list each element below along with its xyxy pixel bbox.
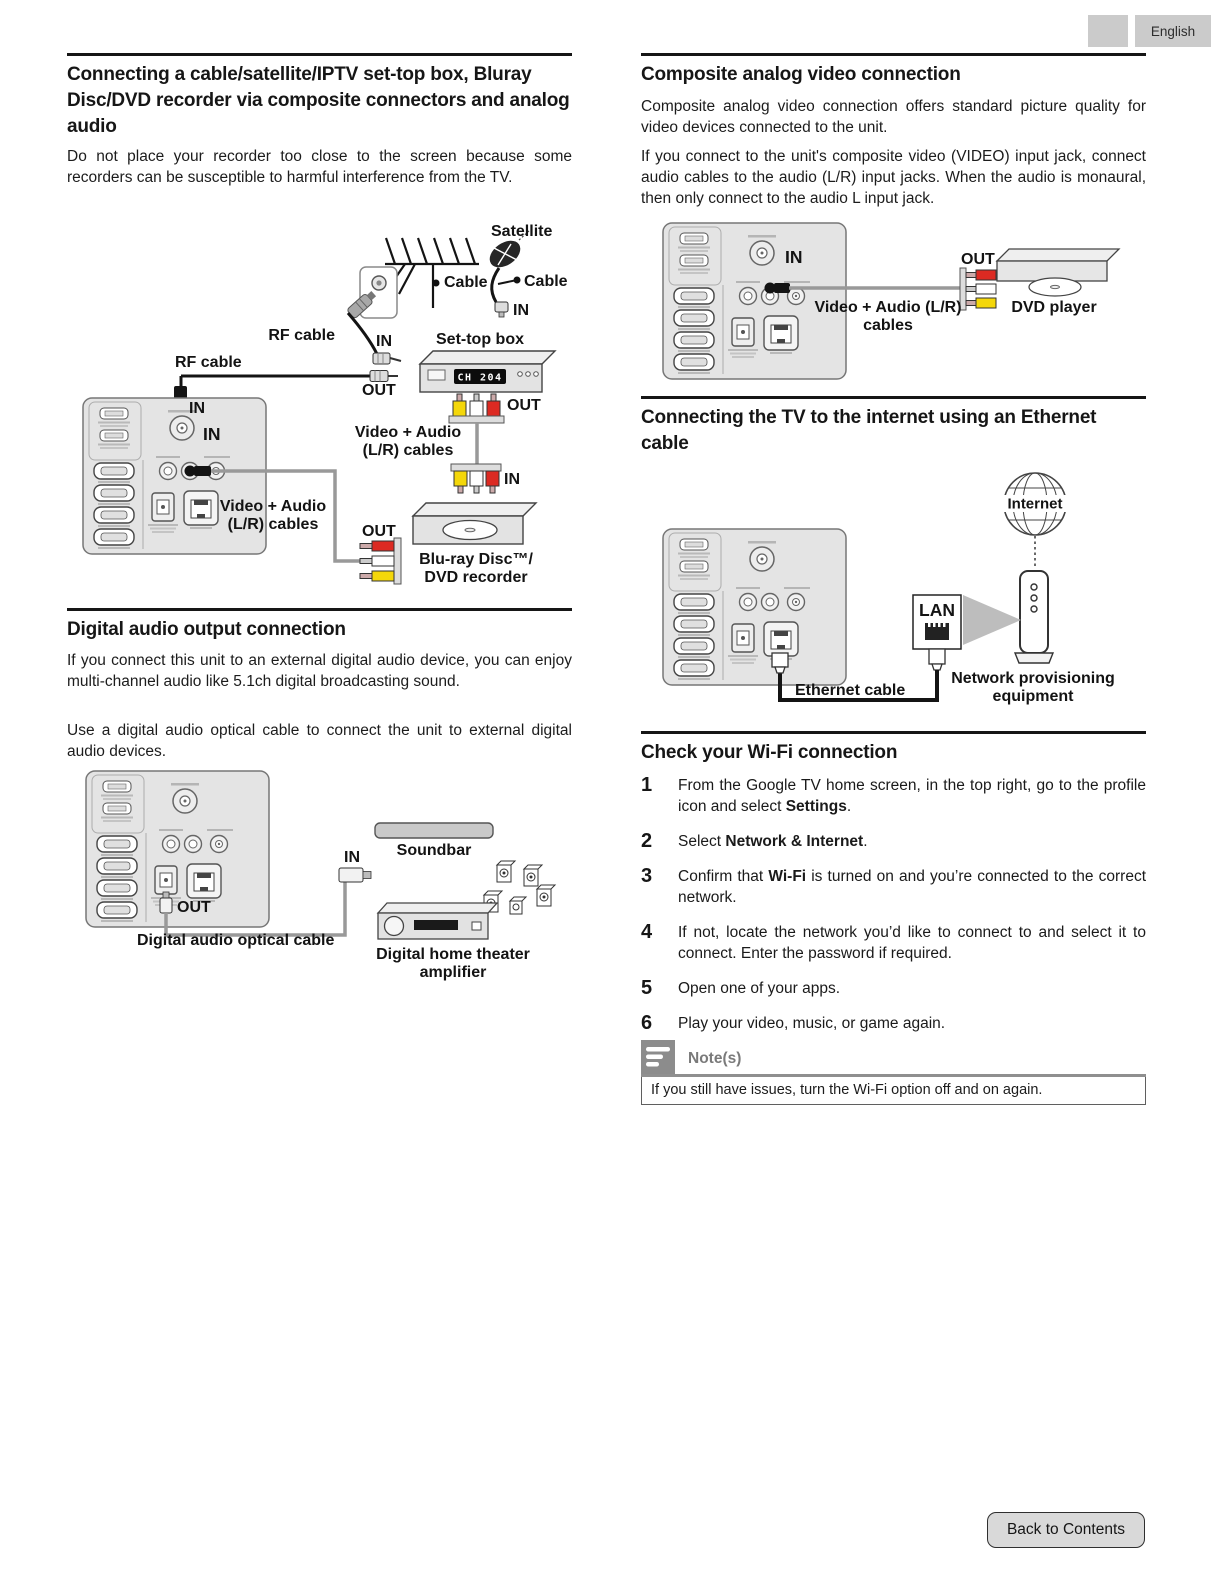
step-text-segment: Select (678, 833, 726, 850)
label-out: OUT (507, 397, 541, 414)
label-internet: Internet (1007, 495, 1063, 513)
label-amplifier: Digital home theater (376, 946, 530, 963)
step-text (678, 922, 1146, 964)
coax-connector-icon (495, 302, 508, 317)
cable-dot (433, 280, 440, 287)
av-plug-icon (765, 283, 776, 294)
stb-display: CH 204 (457, 372, 503, 384)
av-plug-icon (194, 466, 211, 476)
arrow-icon (963, 595, 1021, 645)
set-top-box-icon (420, 351, 555, 392)
step-text-segment: . (846, 798, 852, 815)
label-rf-cable: RF cable (268, 327, 335, 344)
label-bluray: DVD recorder (424, 569, 528, 586)
step-text-segment: If not, locate the network you’d like to connect to and select it to connect. Enter the password if required. (678, 924, 1146, 962)
step-text-bold: Network & Internet (725, 833, 864, 850)
notes-icon (641, 1040, 675, 1074)
rca-in-trio-icon (451, 464, 501, 493)
step-text-segment: From the Google TV home screen, in the top right, go to the profile icon and select (678, 777, 1146, 815)
note-block (641, 1040, 1146, 1105)
label-in: IN (376, 333, 392, 350)
step-text-bold: Wi-Fi (768, 868, 807, 885)
section-settop-heading (67, 53, 572, 140)
section-digital-audio-heading (67, 608, 572, 643)
wifi-step-6 (641, 1013, 1146, 1034)
step-text (678, 775, 1146, 817)
section-title: Connecting a cable/satellite/IPTV set-top box, Bluray Disc/DVD recorder via composite connectors and analog audio (67, 64, 570, 137)
label-optical-cable: Digital audio optical cable (137, 932, 335, 949)
step-number: 3 (641, 865, 653, 887)
amplifier-icon (378, 903, 497, 939)
label-cable: Cable (444, 274, 488, 291)
label-bluray: Blu-ray Disc™/ (419, 551, 533, 568)
label-ethernet-cable: Ethernet cable (795, 682, 906, 699)
step-number: 6 (641, 1012, 653, 1034)
label-out: OUT (362, 523, 396, 540)
label-cable: Cable (524, 273, 568, 290)
back-to-contents-button[interactable]: Back to Contents (987, 1512, 1145, 1548)
antenna-icon (385, 238, 479, 308)
label-va-cables: Video + Audio (354, 424, 462, 441)
step-text (678, 1013, 1146, 1034)
label-in: IN (504, 471, 520, 488)
wifi-step-5 (641, 978, 1146, 999)
coax-connector-icon (373, 353, 401, 364)
section-composite-heading (641, 53, 1146, 88)
step-text-bold: Settings (785, 798, 847, 815)
step-text-segment: Confirm that (678, 868, 769, 885)
section-wifi-heading (641, 731, 1146, 766)
soundbar-icon (375, 823, 493, 838)
wifi-step-3 (641, 866, 1146, 908)
wifi-step-4 (641, 922, 1146, 964)
rca-out-side-trio-icon (360, 538, 401, 584)
optical-plug-icon (339, 868, 371, 882)
rca-out-trio-icon (449, 394, 504, 423)
label-equipment: Network provisioning (951, 670, 1115, 687)
label-va-cables: cables (863, 317, 913, 334)
rj45-port-icon (925, 623, 949, 640)
section-ethernet-heading (641, 396, 1146, 457)
av-plug-icon (185, 466, 196, 477)
step-text (678, 866, 1146, 908)
section-title: Connecting the TV to the internet using an Ethernet cable (641, 407, 1097, 454)
step-number: 4 (641, 921, 653, 943)
label-equipment: equipment (992, 688, 1074, 705)
label-out: OUT (961, 251, 995, 268)
diagram-settop-composite (67, 216, 577, 588)
diagram-ethernet (641, 455, 1151, 710)
note-box (641, 1077, 1146, 1105)
note-header (641, 1040, 1146, 1077)
label-va-cables: (L/R) cables (227, 516, 319, 533)
composite-paragraph-1: Composite analog video connection offers standard picture quality for video devices connected to the unit. (641, 98, 1146, 136)
section-title: Digital audio output connection (67, 619, 346, 640)
label-lan: LAN (919, 600, 955, 620)
digital-audio-paragraph-1: If you connect this unit to an external digital audio device, you can enjoy multi-channel audio like 5.1ch digital broadcasting sound. (67, 652, 572, 690)
bluray-recorder-icon (413, 503, 536, 544)
note-text: If you still have issues, turn the Wi-Fi option off and on again. (651, 1082, 1043, 1098)
step-number: 5 (641, 977, 653, 999)
rj45-plug-icon (929, 649, 945, 670)
language-tab-english[interactable]: English (1135, 15, 1211, 47)
label-va-cables: Video + Audio (L/R) (814, 299, 962, 316)
step-text-segment: is turned on and you’re connected to the correct network. (678, 868, 1147, 906)
right-column (641, 0, 1146, 1584)
diagram-digital-audio (67, 755, 577, 990)
label-in: IN (189, 400, 205, 417)
label-va-cables: Video + Audio (219, 498, 327, 515)
label-out: OUT (177, 899, 211, 916)
label-dvd-player: DVD player (1011, 299, 1097, 316)
tv-back-panel (663, 529, 846, 685)
digital-audio-paragraph-2: Use a digital audio optical cable to connect the unit to external digital audio devices. (67, 722, 572, 760)
network-equipment-icon (1015, 571, 1053, 663)
diagram-dvd-composite (641, 215, 1151, 383)
label-in: IN (344, 849, 360, 866)
composite-paragraph-2: If you connect to the unit's composite video (VIDEO) input jack, connect audio cables to the audio (L/R) input jacks. When the audio is monaural, then only connect to the audio L input jack. (641, 148, 1146, 207)
wall-outlet-icon (347, 267, 397, 319)
label-va-cables: (L/R) cables (362, 442, 454, 459)
av-plug-icon (774, 283, 790, 293)
label-out: OUT (362, 382, 396, 399)
wifi-step-2 (641, 831, 1146, 852)
label-set-top-box: Set-top box (436, 331, 524, 348)
note-label: Note(s) (688, 1050, 742, 1067)
section-title: Composite analog video connection (641, 64, 961, 85)
step-number: 2 (641, 830, 653, 852)
step-text-segment: . (863, 833, 868, 850)
wifi-step-1 (641, 775, 1146, 817)
dvd-player-icon (997, 249, 1119, 296)
section-settop-paragraph: Do not place your recorder too close to the screen because some recorders can be susceptible to harmful interference from the TV. (67, 148, 572, 186)
rf-cable-line (348, 313, 377, 354)
label-soundbar: Soundbar (396, 842, 472, 859)
step-text (678, 978, 1146, 999)
step-text-segment: Open one of your apps. (678, 980, 841, 997)
step-text (678, 831, 1146, 852)
label-in: IN (785, 247, 803, 267)
step-number: 1 (641, 774, 653, 796)
label-in: IN (513, 302, 529, 319)
label-rf-cable: RF cable (175, 354, 242, 371)
label-satellite: Satellite (491, 223, 553, 240)
section-title: Check your Wi-Fi connection (641, 742, 898, 763)
left-column (67, 0, 572, 1584)
step-text-segment: Play your video, music, or game again. (678, 1015, 946, 1032)
label-amplifier: amplifier (419, 964, 487, 981)
satellite-cable-line (492, 268, 499, 302)
coax-connector-icon (370, 371, 398, 382)
rca-out-side-trio-icon (960, 268, 996, 310)
wifi-steps-list (641, 775, 1146, 1048)
label-in: IN (203, 424, 221, 444)
lan-callout (913, 595, 961, 670)
